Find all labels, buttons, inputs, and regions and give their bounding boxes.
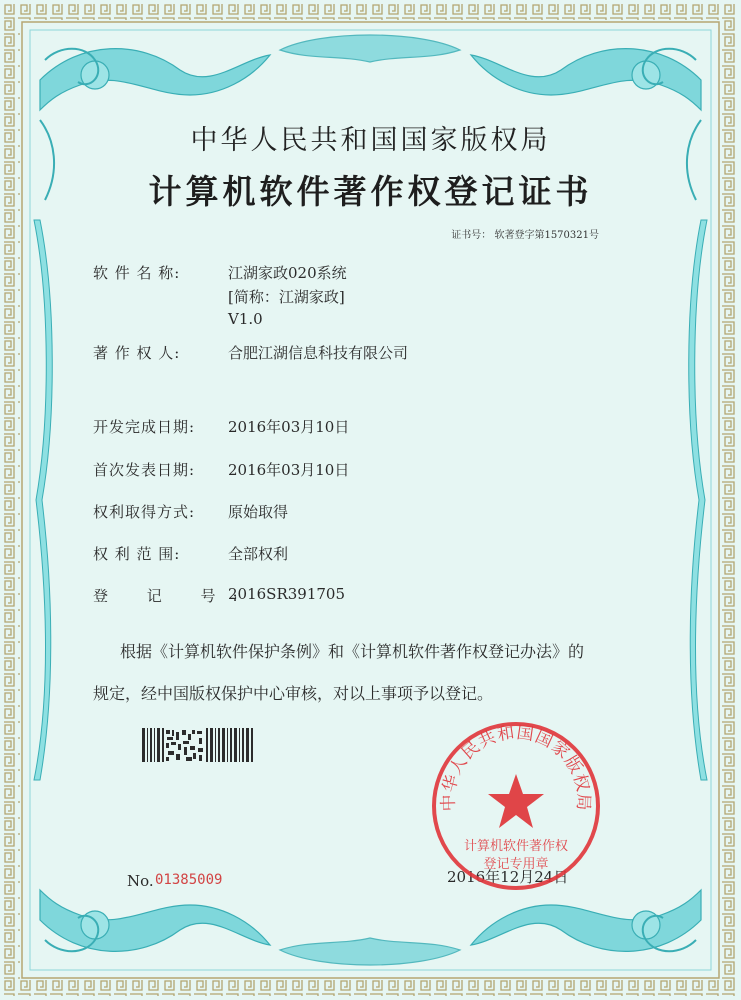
rights-scope-label: 权 利 范 围: [93, 545, 181, 563]
publish-date-value: 2016年03月10日 [228, 461, 350, 479]
svg-text:中华人民共和国国家版权局: 中华人民共和国国家版权局 [438, 722, 594, 812]
svg-text:登记专用章: 登记专用章 [483, 857, 549, 872]
svg-text:计算机软件著作权: 计算机软件著作权 [463, 839, 569, 854]
owner-value: 合肥江湖信息科技有限公司 [228, 344, 409, 362]
software-version: V1.0 [228, 310, 263, 328]
publish-date-label: 首次发表日期: [93, 461, 196, 479]
top-ornament [40, 35, 701, 110]
serial-prefix: No. [127, 872, 154, 890]
acquisition-method-value: 原始取得 [228, 503, 289, 521]
issue-date: 2016年12月24日 [447, 868, 569, 886]
declaration-line-1: 根据《计算机软件保护条例》和《计算机软件著作权登记办法》的 [120, 642, 585, 661]
owner-label: 著 作 权 人: [93, 344, 181, 362]
certificate-number: 证书号： 软著登字第1570321号 [451, 230, 599, 241]
rights-scope-value: 全部权利 [228, 545, 289, 563]
official-seal [428, 718, 604, 894]
serial-number: 01385009 [155, 872, 223, 888]
software-name-value: 江湖家政020系统 [228, 264, 347, 282]
software-short-name: [简称：江湖家政] [228, 288, 345, 306]
barcode [142, 728, 254, 762]
declaration-line-2: 规定，经中国版权保护中心审核，对以上事项予以登记。 [93, 684, 494, 703]
acquisition-method-label: 权利取得方式: [93, 503, 196, 521]
registration-number-label: 登 记 号: [93, 587, 255, 605]
bottom-ornament [40, 890, 701, 965]
registration-number-value: 2016SR391705 [228, 585, 346, 603]
issuing-authority: 中华人民共和国国家版权局 [190, 125, 551, 156]
completion-date-value: 2016年03月10日 [228, 418, 350, 436]
completion-date-label: 开发完成日期: [93, 418, 196, 436]
software-name-label: 软 件 名 称: [93, 264, 181, 282]
certificate-title: 计算机软件著作权登记证书 [148, 172, 593, 211]
